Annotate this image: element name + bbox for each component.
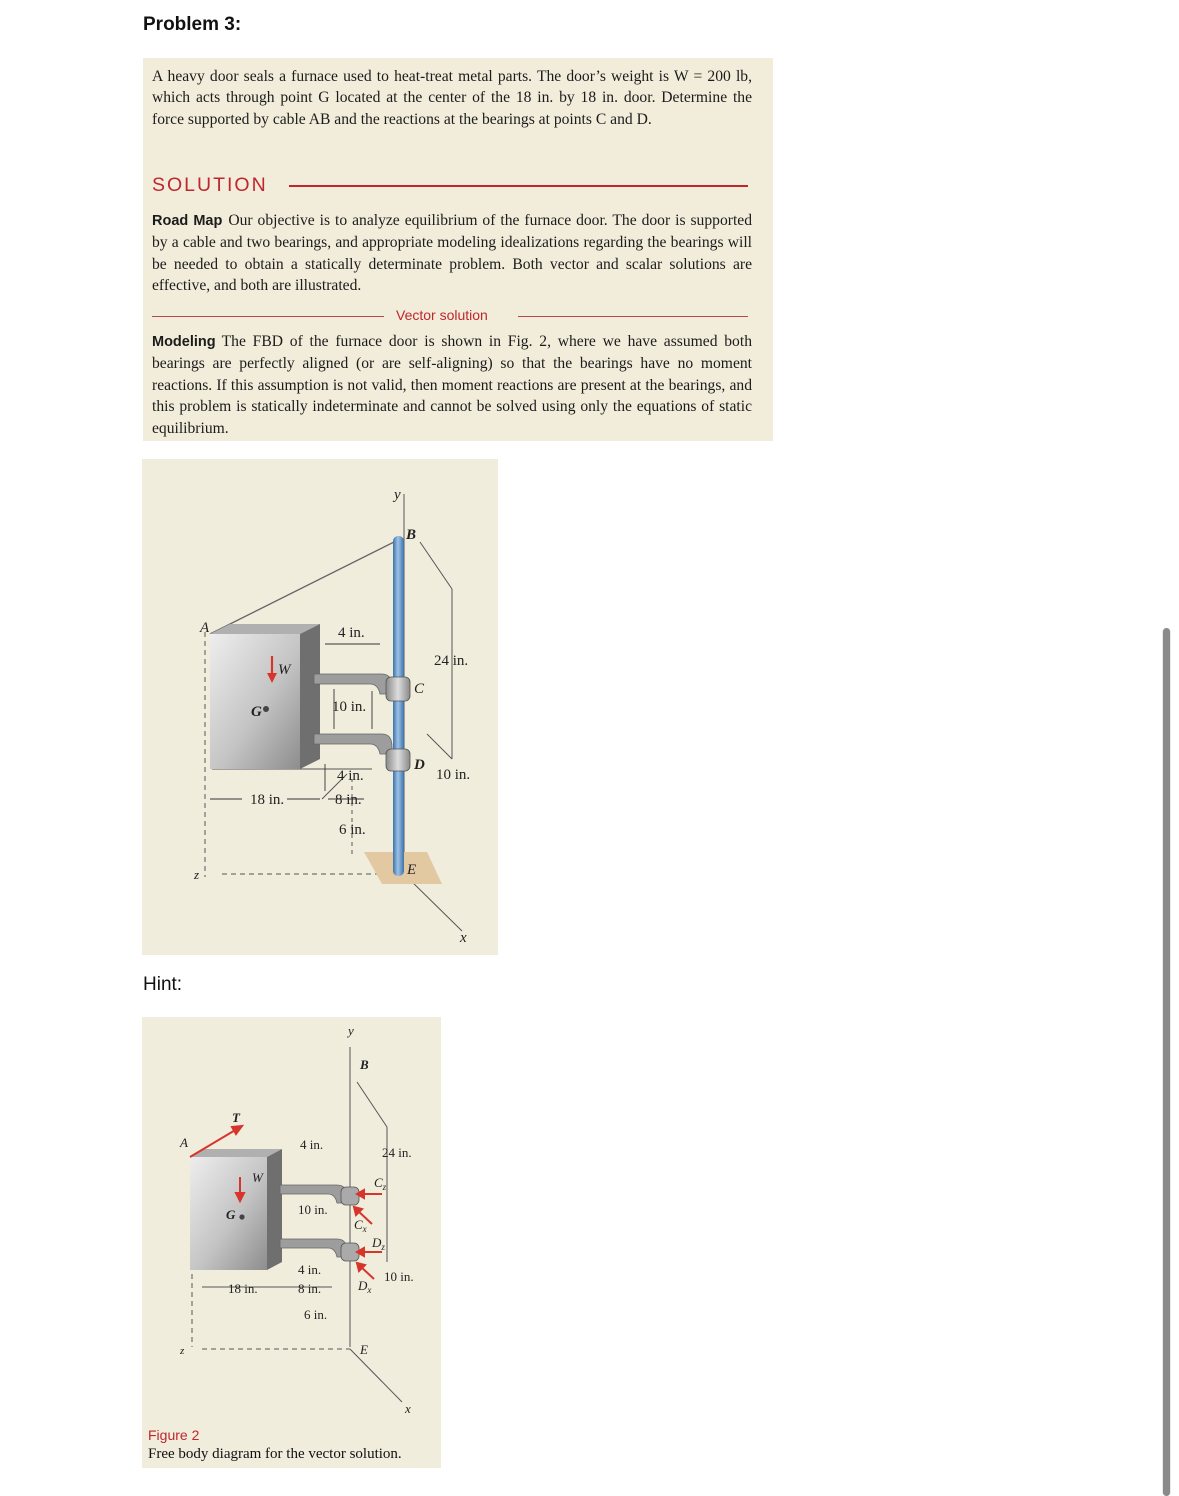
fbd-door-top (190, 1149, 282, 1157)
modeling-text: The FBD of the furnace door is shown in Fig. 2, where we have assumed both bearings are perfectly aligned (or are self-aligning) so that the bearings have no moment reactions. If this assumption is not valid, then moment reactions are present at the bearings, and this problem is statically indeterminate and cannot be solved using only the equations of static equilibrium. (152, 333, 752, 437)
bearing-c (386, 677, 410, 701)
fbd-label-t: T (232, 1110, 240, 1125)
solution-rule (289, 185, 748, 187)
fbd-label-cz: $C_z$ (374, 1175, 387, 1192)
modeling-paragraph (152, 331, 752, 439)
dim-10in-arm: 10 in. (332, 699, 367, 715)
fbd-upper-arm (280, 1185, 347, 1203)
road-map-paragraph (152, 210, 752, 297)
door-face (210, 634, 300, 769)
vertical-scrollbar[interactable] (1162, 628, 1171, 1496)
road-map-label: Road Map (152, 213, 223, 229)
dim-4in-top: 4 in. (338, 625, 365, 641)
fbd-door-side (267, 1149, 282, 1270)
dim-4in-bottom: 4 in. (337, 768, 364, 784)
dim-6in: 6 in. (339, 822, 366, 838)
cable-ab (210, 539, 400, 634)
fbd-dim-10in-arm: 10 in. (298, 1202, 328, 1217)
label-a: A (200, 620, 210, 636)
free-body-diagram (142, 1017, 441, 1427)
road-map-text: Our objective is to analyze equilibrium of the furnace door. The door is supported by a cable and two bearings, and appropriate modeling idealizations regarding the bearings will be needed to obtain a statically determinate problem. Both vector and scalar solutions are effective, and both are illustrated. (152, 212, 752, 295)
label-b: B (406, 527, 417, 543)
label-e: E (407, 862, 417, 878)
vector-solution-divider (152, 307, 748, 325)
figure-2 (142, 1017, 441, 1468)
center-g-dot (263, 706, 269, 712)
divider-line-left (152, 316, 384, 317)
fbd-label-dx: $D_x$ (358, 1278, 372, 1295)
fbd-label-g: G (226, 1207, 236, 1222)
fbd-label-b: B (360, 1057, 369, 1072)
label-g: G (251, 704, 262, 720)
figure-2-caption-title: Figure 2 (148, 1427, 200, 1443)
dim-24in: 24 in. (434, 653, 469, 669)
hint-label: Hint: (143, 974, 183, 995)
fbd-label-e: E (360, 1342, 368, 1357)
furnace-door-diagram (142, 459, 498, 955)
label-w: W (278, 662, 291, 678)
problem-statement: A heavy door seals a furnace used to heat-treat metal parts. The door’s weight is W = 200 lb, which acts through point G located at the center of the 18 in. by 18 in. door. Determine the force supported by cable AB and the reactions at the bearings at points C and D. (152, 68, 752, 128)
fbd-dim-24in: 24 in. (382, 1145, 412, 1160)
fbd-bearing-c (341, 1187, 359, 1205)
problem-heading: Problem 3: (143, 14, 242, 35)
fbd-label-z: z (180, 1345, 185, 1357)
fbd-dim-4in-bottom: 4 in. (298, 1262, 322, 1277)
fbd-label-x: x (405, 1401, 411, 1416)
tension-arrowhead (232, 1126, 242, 1134)
figure-2-caption-text: Free body diagram for the vector solution. (148, 1446, 402, 1462)
dim-8in: 8 in. (335, 792, 362, 808)
fbd-dim-10in-side: 10 in. (384, 1269, 414, 1284)
door-side (300, 624, 320, 769)
shaft-rod (393, 536, 404, 876)
label-y: y (394, 487, 401, 503)
vector-solution-label: Vector solution (396, 307, 488, 323)
dim-18in: 18 in. (250, 792, 285, 808)
fbd-center-g-dot (239, 1214, 244, 1219)
modeling-label: Modeling (152, 334, 216, 350)
fbd-lower-arm (280, 1239, 347, 1257)
fbd-dim-4in-top: 4 in. (300, 1137, 324, 1152)
fbd-label-w: W (252, 1170, 263, 1185)
bearing-d (386, 749, 410, 771)
label-x: x (460, 930, 467, 946)
fbd-dim-18in: 18 in. (228, 1281, 258, 1296)
fbd-label-cx: $C_x$ (354, 1217, 367, 1234)
scrollbar-thumb[interactable] (1163, 628, 1170, 1496)
divider-line-right (518, 316, 748, 317)
fbd-dim-6in: 6 in. (304, 1307, 328, 1322)
fbd-label-a: A (180, 1135, 188, 1150)
problem-panel (143, 58, 773, 441)
fbd-label-dz: $D_z$ (372, 1235, 385, 1252)
upper-arm (314, 674, 392, 694)
label-z: z (194, 867, 200, 882)
dim-10in-side: 10 in. (436, 767, 471, 783)
figure-1 (142, 459, 498, 955)
solution-title: SOLUTION (152, 174, 268, 196)
fbd-label-y: y (348, 1023, 354, 1038)
label-c: C (414, 681, 425, 697)
label-d: D (414, 757, 425, 773)
lower-arm (314, 734, 392, 754)
fbd-dim-8in: 8 in. (298, 1281, 322, 1296)
